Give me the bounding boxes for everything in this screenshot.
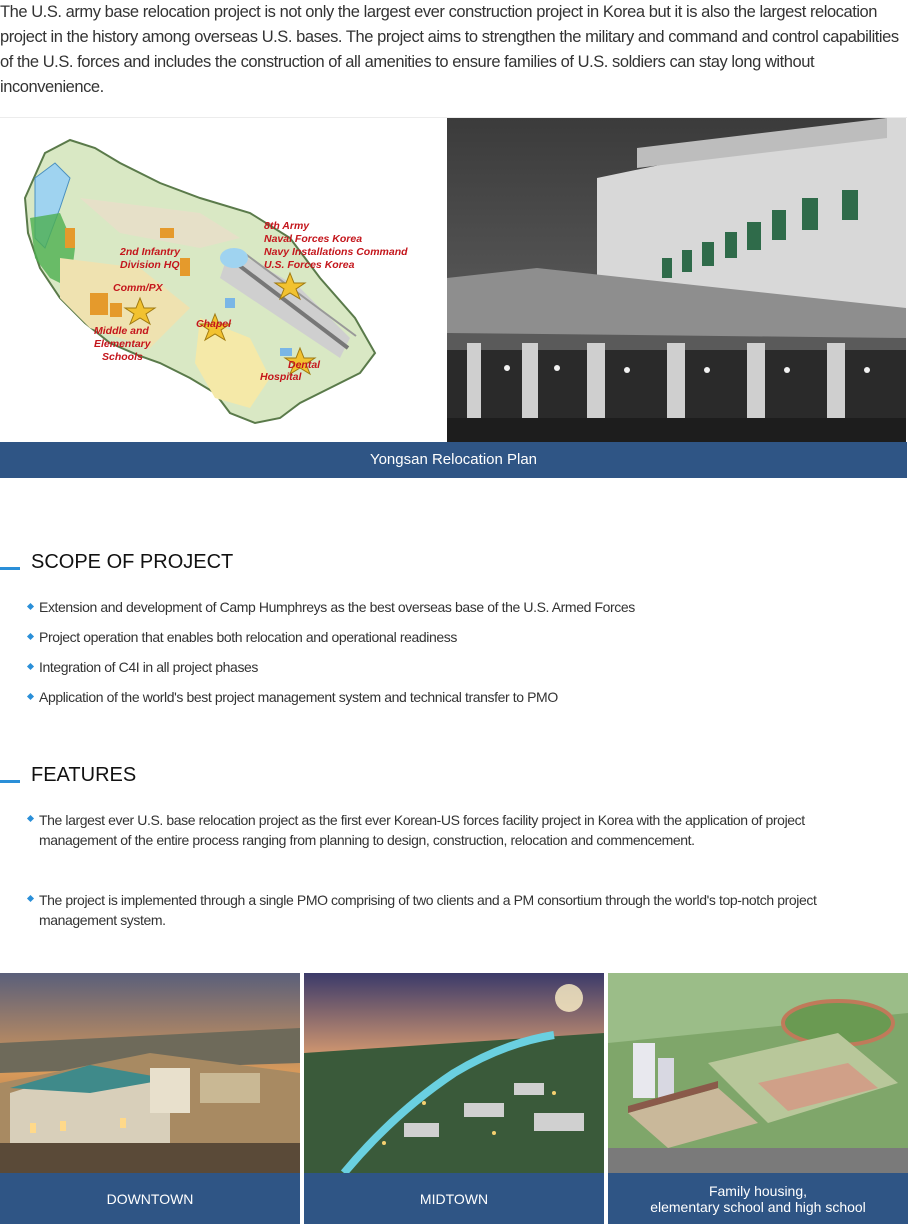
map-label-dental: Dental (288, 359, 321, 371)
map-label-infantry-1: 2nd Infantry (120, 246, 181, 258)
list-item: Extension and development of Camp Humphreys as the best overseas base of the U.S. Armed Forces (28, 598, 888, 628)
scope-title: SCOPE OF PROJECT (31, 551, 234, 573)
map-label-comm-px: Comm/PX (113, 282, 163, 294)
features-heading-accent (0, 780, 20, 783)
hero-section (0, 117, 907, 478)
features-title: FEATURES (31, 764, 137, 786)
map-label-hospital: Hospital (260, 371, 302, 383)
map-label-school-2: Elementary (94, 338, 151, 350)
map-label-usfk: U.S. Forces Korea (264, 259, 355, 271)
downtown-label: DOWNTOWN (0, 1173, 300, 1224)
district-gallery (0, 973, 908, 1224)
base-map-image (0, 118, 447, 442)
list-item: Integration of C4I in all project phases (28, 658, 888, 688)
list-item: Project operation that enables both relocation and operational readiness (28, 628, 888, 658)
bullet-icon (27, 663, 34, 670)
list-item: The project is implemented through a single PMO comprising of two clients and a PM consortium through the world's top-notch project management system. (28, 890, 858, 930)
intro-paragraph: The U.S. army base relocation project is not only the largest ever construction project in Korea but it is also the largest relocation project in the history among overseas U.S. bases. The project aims to strengthen the military and command and control capabilities of the U.S. forces and includes the construction of all amenities to ensure families of U.S. soldiers can stay long without inconvenience. (0, 3, 899, 96)
midtown-tile (304, 973, 604, 1224)
map-label-infantry-2: Division HQ (120, 259, 180, 271)
bullet-icon (27, 633, 34, 640)
map-label-naval: Naval Forces Korea (264, 233, 363, 245)
list-item: Application of the world's best project management system and technical transfer to PMO (28, 688, 888, 718)
map-label-school-3: Schools (102, 351, 143, 363)
headquarters-building-photo (447, 118, 906, 442)
bullet-icon (27, 603, 34, 610)
midtown-image (304, 973, 604, 1173)
list-item: The largest ever U.S. base relocation project as the first ever Korean-US forces facility project in Korea with the application of project management of the entire process ranging from planning to design, construction, relocation and commencement. (28, 810, 858, 850)
bullet-icon (27, 815, 34, 822)
map-label-chapel: Chapel (196, 318, 232, 330)
scope-list (28, 598, 888, 718)
map-label-navy-installations: Navy Installations Command (264, 246, 408, 258)
map-label-school-1: Middle and (94, 325, 149, 337)
family-housing-label: Family housing, elementary school and high school (608, 1173, 908, 1224)
downtown-image (0, 973, 300, 1173)
bullet-icon (27, 895, 34, 902)
bullet-icon (27, 693, 34, 700)
family-housing-image (608, 973, 908, 1173)
family-housing-tile (608, 973, 908, 1224)
map-label-8th-army: 8th Army (264, 220, 310, 232)
relocation-plan-caption: Yongsan Relocation Plan (0, 442, 907, 478)
midtown-label: MIDTOWN (304, 1173, 604, 1224)
scope-heading-accent (0, 567, 20, 570)
downtown-tile (0, 973, 300, 1224)
features-list (28, 810, 858, 970)
